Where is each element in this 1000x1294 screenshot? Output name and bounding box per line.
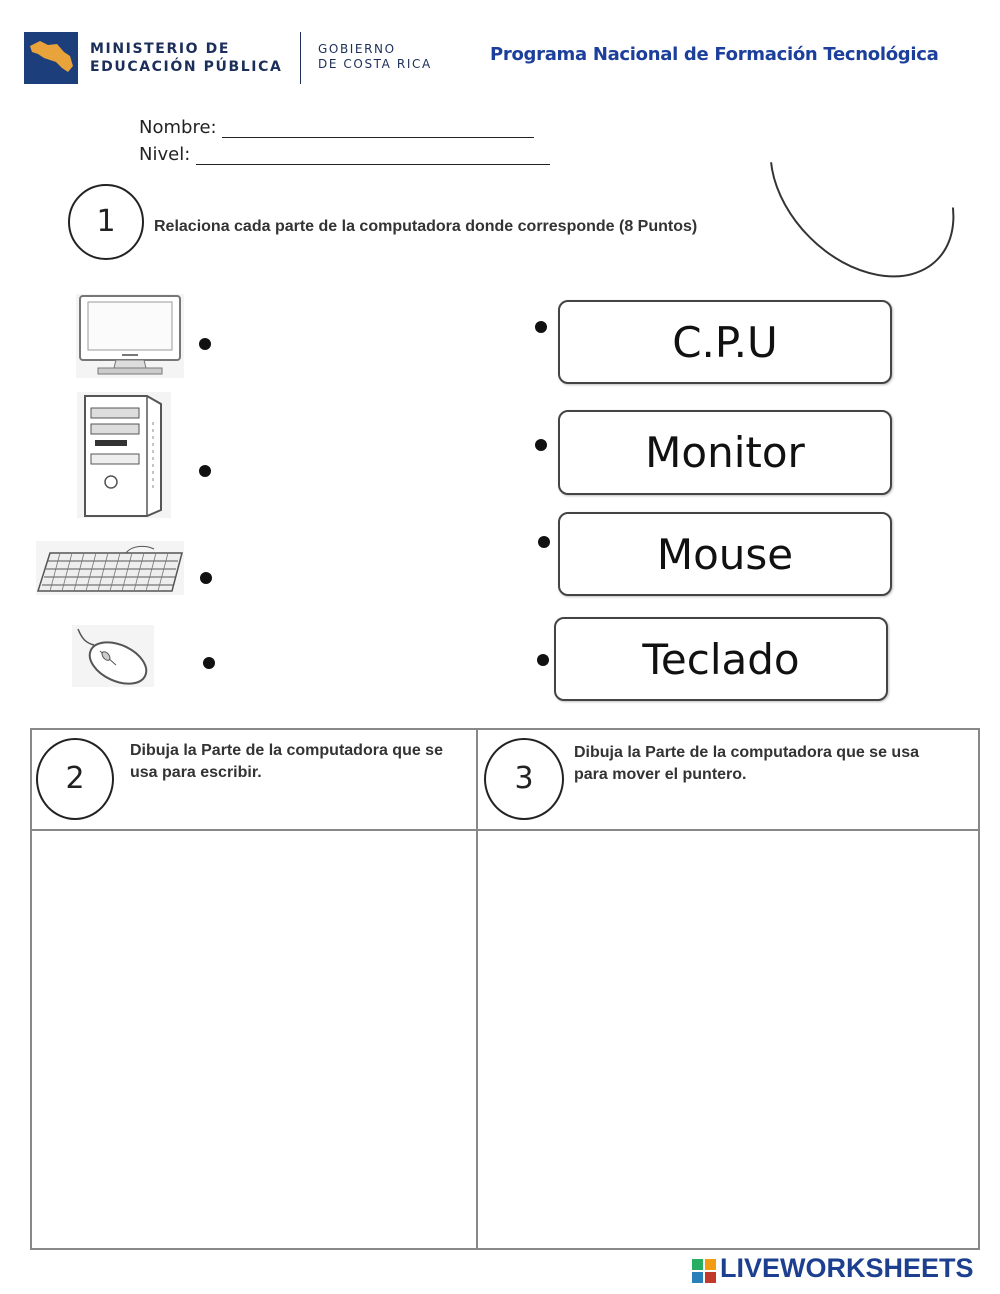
cpu-tower-icon [77,392,171,518]
table-row-divider [30,829,980,831]
match-dot-cpu[interactable] [199,465,211,477]
question-2-text: Dibuja la Parte de la computadora que se usa para escribir. [130,742,443,781]
label-teclado: Teclado [554,617,888,701]
liveworksheets-logo-icon [692,1259,716,1283]
question-3-number: 3 [484,738,564,820]
decorative-arc [733,56,990,313]
keyboard-icon [36,541,184,595]
name-label: Nombre: [139,117,217,138]
monitor-picture [76,294,184,378]
government-name: GOBIERNO DE COSTA RICA [318,42,432,71]
match-dot-label-cpu[interactable] [535,321,547,333]
name-field-row [139,117,534,138]
monitor-icon [76,294,184,378]
label-monitor: Monitor [558,410,892,495]
ministry-logo [24,32,78,84]
table-column-divider [476,728,478,1250]
keyboard-picture [36,541,184,595]
cpu-tower-picture [77,392,171,518]
name-input-line[interactable] [222,119,534,138]
mouse-picture [72,625,154,687]
drawing-area-writing-device[interactable] [33,832,475,1248]
match-dot-keyboard[interactable] [200,572,212,584]
label-cpu: C.P.U [558,300,892,384]
match-dot-label-teclado[interactable] [537,654,549,666]
match-dot-label-mouse[interactable] [538,536,550,548]
question-2-number: 2 [36,738,114,820]
costa-rica-map-icon [24,32,78,84]
header-divider [300,32,301,84]
ministry-name: MINISTERIO DE EDUCACIÓN PÚBLICA [90,41,283,75]
level-input-line[interactable] [196,146,550,165]
liveworksheets-brand[interactable]: LIVEWORKSHEETS [720,1253,974,1283]
question-1-number: 1 [68,184,144,260]
match-dot-label-monitor[interactable] [535,439,547,451]
drawing-area-pointer-device[interactable] [479,832,977,1248]
label-mouse: Mouse [558,512,892,596]
mouse-icon [72,625,154,687]
question-3-text: Dibuja la Parte de la computadora que se usa para mover el puntero. [574,744,919,783]
level-field-row [139,144,550,165]
level-label: Nivel: [139,144,191,165]
match-dot-mouse[interactable] [203,657,215,669]
question-1-text: Relaciona cada parte de la computadora donde corresponde (8 Puntos) [154,218,698,235]
program-title: Programa Nacional de Formación Tecnológica [490,44,939,65]
match-dot-monitor[interactable] [199,338,211,350]
